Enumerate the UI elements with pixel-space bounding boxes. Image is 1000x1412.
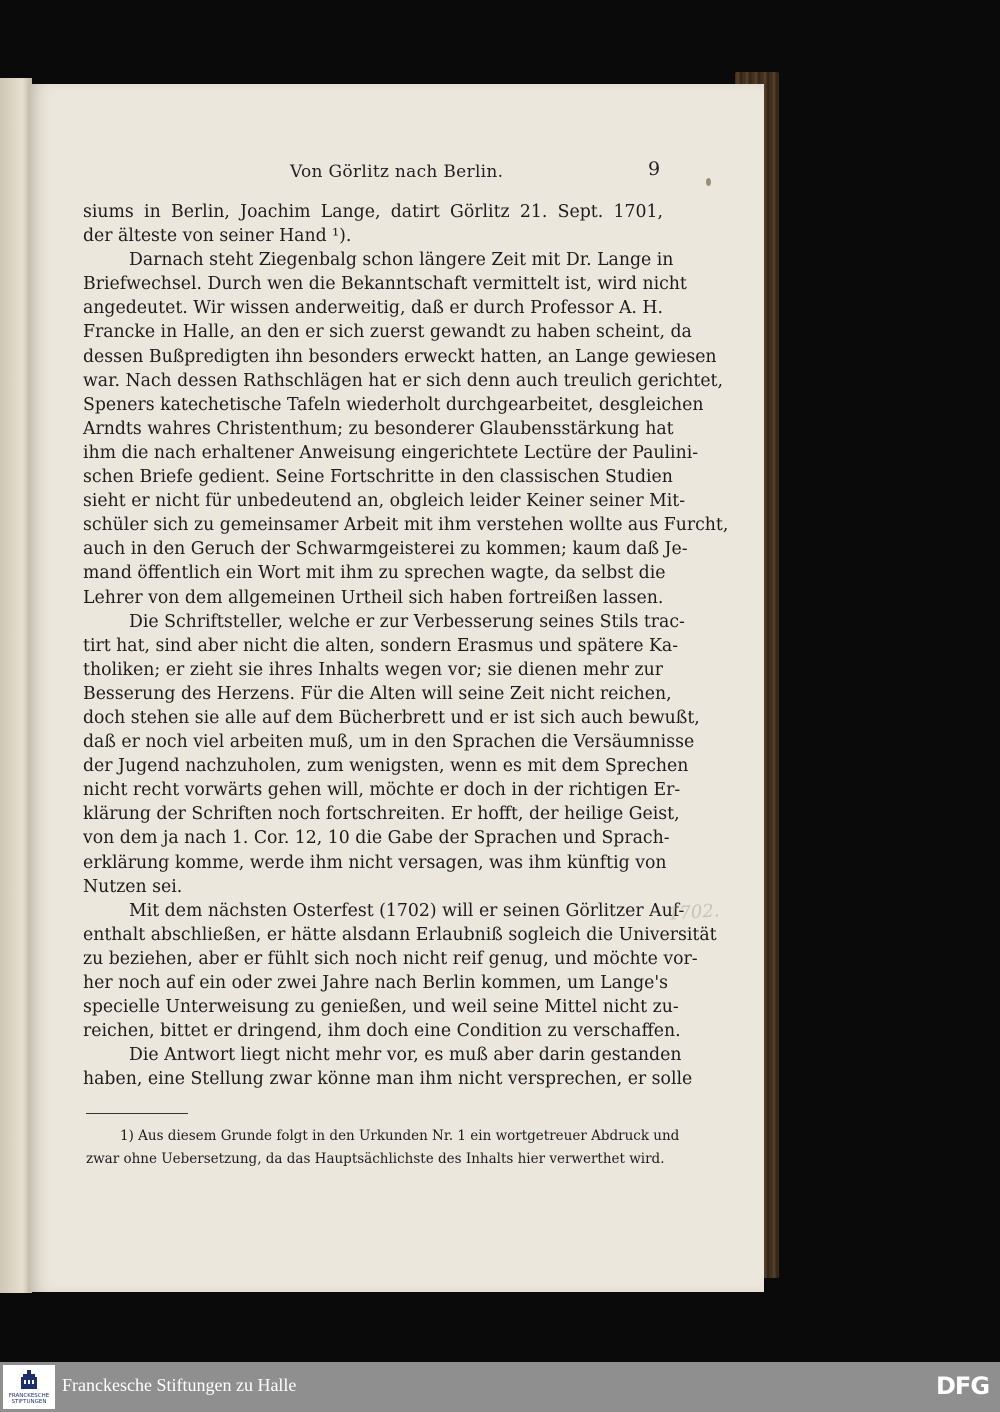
body-line: daß er noch viel arbeiten muß, um in den Sprachen die Versäumnisse: [83, 732, 695, 753]
body-line: Mit dem nächsten Osterfest (1702) will er seinen Görlitzer Auf-: [129, 900, 685, 921]
ink-spot: [706, 178, 711, 186]
body-line: her noch auf ein oder zwei Jahre nach Berlin kommen, um Lange's: [83, 973, 668, 993]
body-line: Briefwechsel. Durch wen die Bekanntschaft vermittelt ist, wird nicht: [83, 274, 687, 295]
page-number: 9: [648, 158, 661, 180]
body-line: Die Antwort liegt nicht mehr vor, es muß aber darin gestanden: [129, 1045, 682, 1066]
body-line: Darnach steht Ziegenbalg schon längere Zeit mit Dr. Lange in: [129, 250, 674, 271]
logo-text: [3, 1393, 55, 1405]
body-line: mand öffentlich ein Wort mit ihm zu sprechen wagte, da selbst die: [83, 563, 666, 584]
body-line: schüler sich zu gemeinsamer Arbeit mit ihm verstehen wollte aus Furcht,: [83, 515, 729, 536]
body-line: Arndts wahres Christenthum; zu besonderer Glaubensstärkung hat: [83, 418, 674, 439]
logo-text-line1: FRANCKESCHE: [8, 1393, 50, 1399]
body-line: der älteste von seiner Hand ¹).: [83, 226, 352, 247]
dfg-logo[interactable]: DFG: [936, 1372, 990, 1400]
body-line: Lehrer von dem allgemeinen Urtheil sich haben fortreißen lassen.: [83, 587, 664, 608]
body-line: enthalt abschließen, er hätte alsdann Erlaubniß sogleich die Universität: [83, 924, 717, 945]
body-line: zu beziehen, aber er fühlt sich noch nicht reif genug, und möchte vor-: [83, 948, 698, 969]
body-line: sieht er nicht für unbedeutend an, obgleich leider Keiner seiner Mit-: [83, 491, 686, 512]
body-line: von dem ja nach 1. Cor. 12, 10 die Gabe der Sprachen und Sprach-: [83, 828, 670, 849]
body-line: tholiken; er zieht sie ihres Inhalts wegen vor; sie dienen mehr zur: [83, 659, 663, 680]
body-line: tirt hat, sind aber nicht die alten, sondern Erasmus und spätere Ka-: [83, 635, 679, 656]
body-line: Die Schriftsteller, welche er zur Verbesserung seines Stils trac-: [129, 611, 685, 632]
body-line: der Jugend nachzuholen, zum wenigsten, wenn es mit dem Sprechen: [83, 756, 689, 777]
body-line: reichen, bittet er dringend, ihm doch eine Condition zu verschaffen.: [83, 1021, 681, 1042]
footer-bar: [0, 1362, 1000, 1412]
body-line: doch stehen sie alle auf dem Bücherbrett und er ist sich auch bewußt,: [83, 707, 700, 728]
body-line: auch in den Geruch der Schwarmgeisterei zu kommen; kaum daß Je-: [83, 539, 688, 560]
institution-logo[interactable]: [3, 1365, 55, 1409]
footnote-line: zwar ohne Uebersetzung, da das Hauptsächlichste des Inhalts hier verwerthet wird.: [86, 1151, 665, 1167]
body-line: ihm die nach erhaltener Anweisung eingerichtete Lectüre der Paulini-: [83, 442, 699, 463]
body-line: angedeutet. Wir wissen anderweitig, daß er durch Professor A. H.: [83, 298, 663, 319]
body-line: Francke in Halle, an den er sich zuerst gewandt zu haben scheint, da: [83, 322, 692, 343]
book-page: [28, 84, 764, 1292]
body-line: schen Briefe gedient. Seine Fortschritte in den classischen Studien: [83, 467, 673, 488]
body-line: Nutzen sei.: [83, 876, 183, 897]
body-text: [83, 200, 729, 1091]
building-icon: [20, 1370, 38, 1390]
pencil-margin-note: 1702.: [667, 900, 721, 925]
running-title: Von Görlitz nach Berlin.: [290, 162, 504, 182]
body-line: Besserung des Herzens. Für die Alten will seine Zeit nicht reichen,: [83, 683, 672, 704]
body-line: haben, eine Stellung zwar könne man ihm nicht versprechen, er solle: [83, 1069, 693, 1090]
body-line: erklärung komme, werde ihm nicht versagen, was ihm künftig von: [83, 852, 667, 873]
body-line: dessen Bußpredigten ihn besonders erweckt hatten, an Lange gewiesen: [83, 346, 717, 367]
body-line: war. Nach dessen Rathschlägen hat er sich denn auch treulich gerichtet,: [83, 370, 723, 391]
logo-text-line2: STIFTUNGEN: [11, 1399, 47, 1405]
footnote-rule: [86, 1113, 188, 1114]
footnote-line: 1) Aus diesem Grunde folgt in den Urkunden Nr. 1 ein wortgetreuer Abdruck und: [120, 1128, 680, 1144]
body-line: siums in Berlin, Joachim Lange, datirt Görlitz 21. Sept. 1701,: [83, 202, 663, 222]
body-line: klärung der Schriften noch fortschreiten. Er hofft, der heilige Geist,: [83, 804, 680, 825]
body-line: specielle Unterweisung zu genießen, und weil seine Mittel nicht zu-: [83, 997, 679, 1018]
footnotes: [86, 1125, 680, 1171]
institution-name: Franckesche Stiftungen zu Halle: [62, 1375, 297, 1395]
body-line: nicht recht vorwärts gehen will, möchte er doch in der richtigen Er-: [83, 780, 681, 801]
body-line: Speners katechetische Tafeln wiederholt durchgearbeitet, desgleichen: [83, 394, 704, 415]
